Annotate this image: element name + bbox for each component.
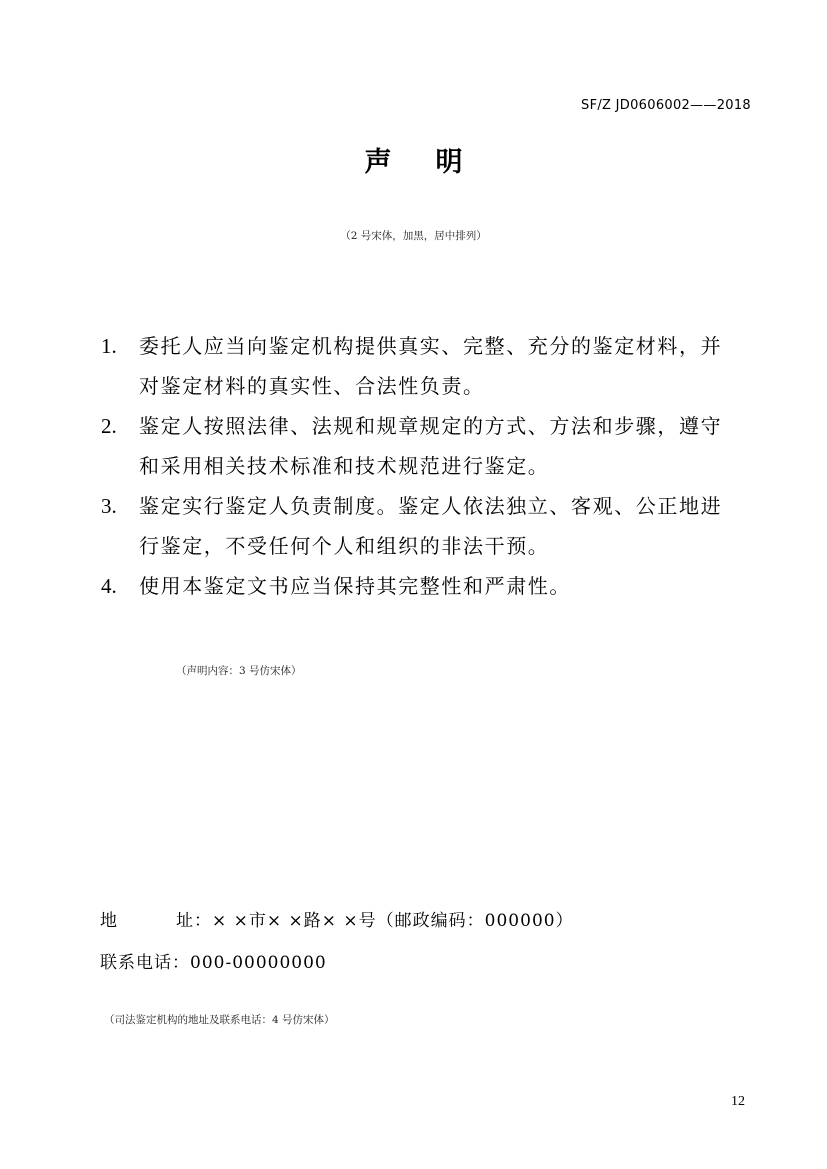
statement-number: 3.: [101, 494, 117, 518]
content-format-note: （声明内容：3 号仿宋体）: [176, 665, 302, 677]
address-value: × ×市× ×路× ×号（邮政编码：000000）: [212, 911, 574, 931]
phone-value: 000-00000000: [190, 953, 327, 973]
phone-label: 联系电话：: [100, 953, 190, 973]
statement-line: 鉴定人按照法律、法规和规章规定的方式、方法和步骤，遵守: [139, 414, 723, 438]
title-format-note: （2 号宋体，加黑，居中排列）: [340, 230, 487, 242]
statement-item: [0, 406, 827, 486]
standard-code: SF/Z JD0606002——2018: [581, 98, 751, 113]
statement-text: [139, 326, 751, 406]
statement-line: 委托人应当向鉴定机构提供真实、完整、充分的鉴定材料，并: [139, 334, 723, 358]
statement-text: [139, 406, 751, 486]
statement-line: 鉴定实行鉴定人负责制度。鉴定人依法独立、客观、公正地进: [139, 494, 723, 518]
title-char-2: 明: [435, 147, 463, 178]
contact-format-note: （司法鉴定机构的地址及联系电话：4 号仿宋体）: [104, 1014, 335, 1026]
statement-line: 和采用相关技术标准和技术规范进行鉴定。: [139, 454, 550, 478]
statement-item: [0, 326, 827, 406]
statement-line: 行鉴定，不受任何个人和组织的非法干预。: [139, 534, 550, 558]
statement-line: 使用本鉴定文书应当保持其完整性和严肃性。: [139, 574, 571, 598]
page-number: 12: [731, 1094, 745, 1109]
statement-line: 对鉴定材料的真实性、合法性负责。: [139, 374, 485, 398]
phone-line: [100, 948, 327, 973]
address-label-suffix: 址：: [176, 911, 212, 931]
statement-item: [0, 566, 827, 606]
statement-number: 2.: [101, 414, 117, 438]
statement-item: [0, 486, 827, 566]
statement-text: [139, 486, 751, 566]
address-label: 地: [100, 911, 118, 931]
statement-text: [139, 566, 751, 606]
statement-number: 1.: [101, 334, 117, 358]
statement-number: 4.: [101, 574, 117, 598]
statement-list: [0, 326, 827, 606]
page-title: [0, 140, 827, 179]
title-char-1: 声: [364, 147, 392, 178]
address-line: [100, 906, 574, 931]
